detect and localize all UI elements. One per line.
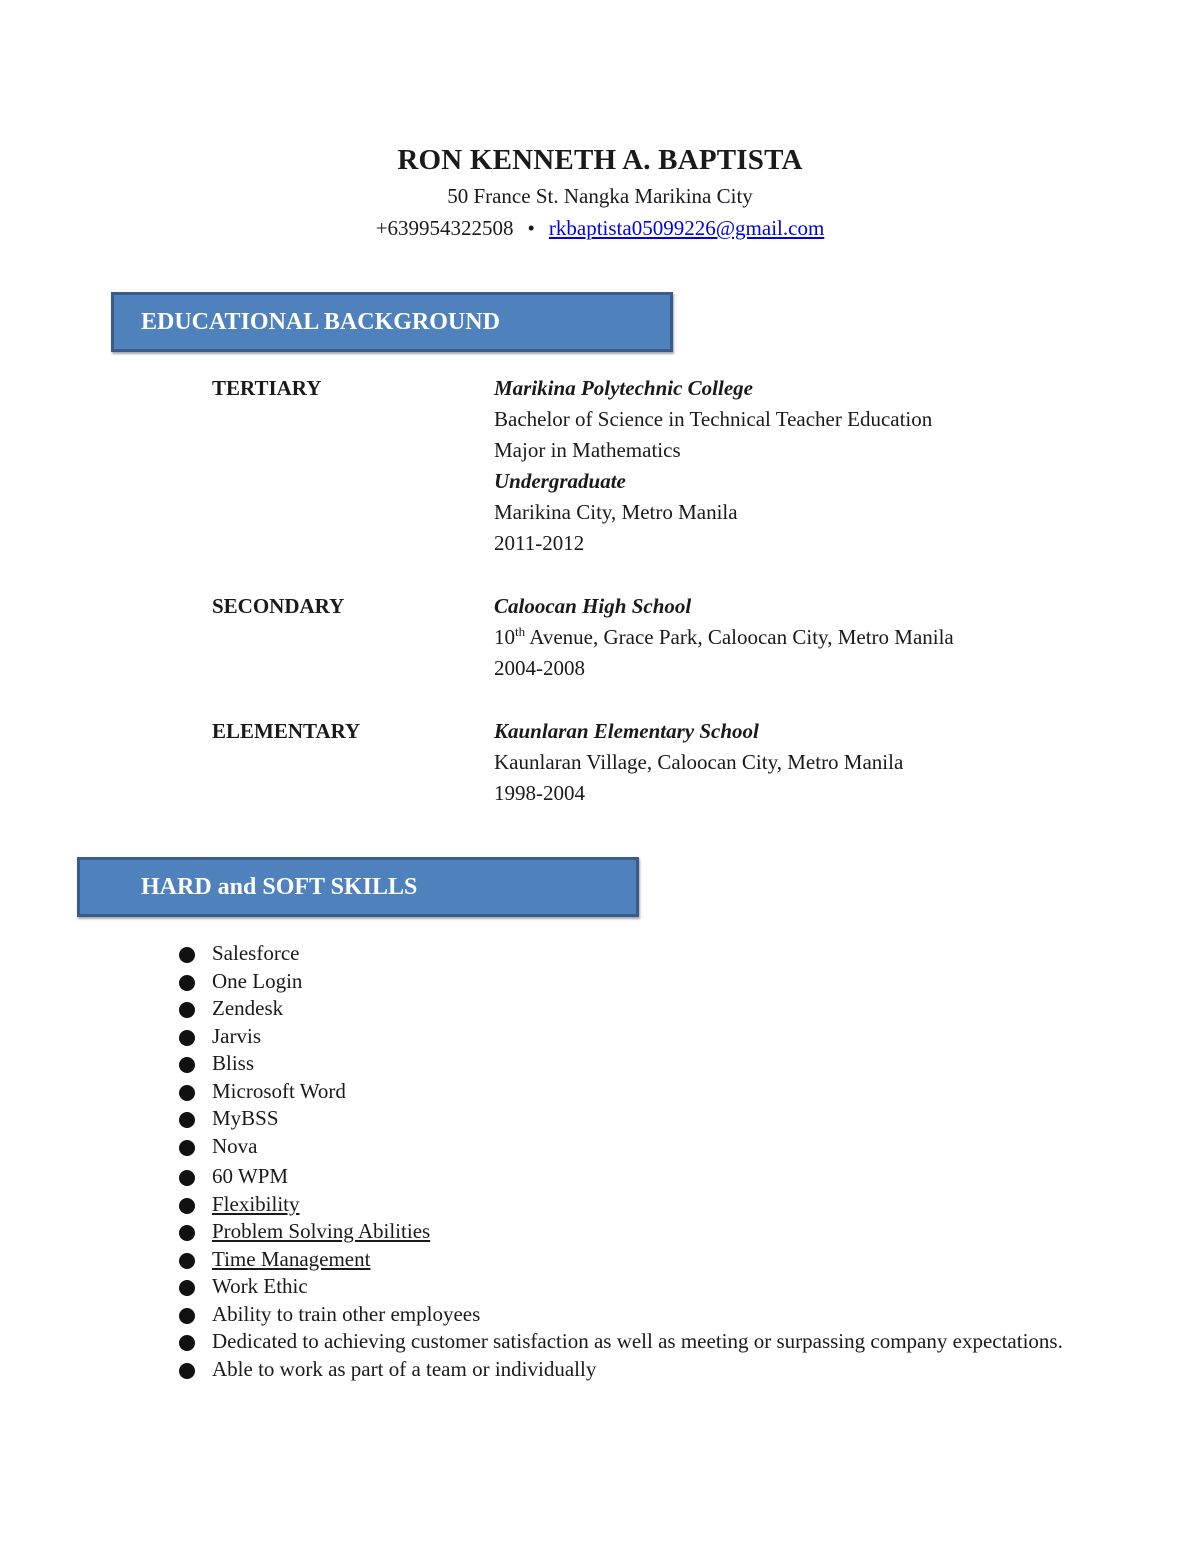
list-item (176, 1163, 1076, 1191)
school-location (494, 622, 954, 653)
bullet-icon (179, 1140, 195, 1156)
skill-text: Jarvis (212, 1023, 261, 1048)
list-item (176, 1301, 1076, 1329)
bullet-icon (179, 1170, 195, 1186)
education-level: ELEMENTARY (212, 719, 361, 743)
skill-text: Microsoft Word (212, 1078, 346, 1103)
school-location: Kaunlaran Village, Caloocan City, Metro Manila (494, 750, 904, 774)
applicant-address: 50 France St. Nangka Marikina City (447, 184, 753, 208)
list-item (176, 940, 1076, 968)
email-link[interactable]: rkbaptista05099226@gmail.com (548, 216, 825, 240)
major: Major in Mathematics (494, 438, 681, 462)
skill-text: MyBSS (212, 1106, 279, 1130)
applicant-name: RON KENNETH A. BAPTISTA (397, 144, 803, 176)
list-item (176, 968, 1076, 996)
skill-text: Able to work as part of a team or individually (212, 1356, 597, 1381)
school-years: 2004-2008 (494, 656, 585, 680)
list-item (176, 1023, 1076, 1051)
resume-header (0, 142, 1200, 244)
bullet-icon (179, 1253, 195, 1269)
bullet-icon (179, 1280, 195, 1296)
contact-separator: • (527, 216, 535, 240)
list-item (176, 1105, 1076, 1133)
education-details (494, 591, 954, 684)
bullet-icon (179, 947, 195, 963)
bullet-icon (179, 1198, 195, 1214)
list-item (176, 1356, 1076, 1384)
bullet-icon (179, 1057, 195, 1073)
education-level: TERTIARY (212, 376, 322, 400)
school-years: 2011-2012 (494, 531, 585, 555)
skill-text: Zendesk (212, 996, 284, 1020)
list-item (176, 1328, 1076, 1356)
education-section-title: EDUCATIONAL BACKGROUND (141, 308, 500, 335)
education-status: Undergraduate (494, 469, 626, 493)
bullet-icon (179, 975, 195, 991)
list-item (176, 1133, 1076, 1161)
bullet-icon (179, 1002, 195, 1018)
skill-text: Salesforce (212, 941, 300, 965)
skills-section-title: HARD and SOFT SKILLS (141, 873, 418, 900)
skill-text: One Login (212, 968, 303, 993)
skill-text: Ability to train other employees (212, 1301, 481, 1326)
bullet-icon (179, 1112, 195, 1128)
list-item (176, 1246, 1076, 1274)
degree: Bachelor of Science in Technical Teacher Education (494, 407, 933, 431)
skill-text: Dedicated to achieving customer satisfaction as well as meeting or surpassing company expectations. (212, 1329, 1063, 1353)
education-details (494, 373, 932, 559)
skill-text: Problem Solving Abilities (212, 1219, 431, 1243)
bullet-icon (179, 1308, 195, 1324)
phone-number: +639954322508 (375, 216, 514, 240)
skill-text: Nova (212, 1133, 258, 1158)
education-level: SECONDARY (212, 594, 345, 618)
address-ordinal: th (515, 624, 526, 639)
bullet-icon (179, 1030, 195, 1046)
list-item (176, 1273, 1076, 1301)
school-years: 1998-2004 (494, 781, 585, 805)
list-item (176, 1191, 1076, 1219)
skills-list (176, 940, 1076, 1383)
contact-line (0, 212, 1200, 244)
list-item (176, 1050, 1076, 1078)
skill-text: Time Management (212, 1246, 371, 1271)
school-location: Marikina City, Metro Manila (494, 500, 738, 524)
address-rest: Avenue, Grace Park, Caloocan City, Metro Manila (525, 625, 954, 649)
school-name: Caloocan High School (494, 594, 692, 618)
skill-text: Work Ethic (212, 1274, 308, 1298)
skill-text: Flexibility (212, 1191, 300, 1216)
skills-section-header (77, 857, 639, 917)
bullet-icon (179, 1363, 195, 1379)
skill-text: 60 WPM (212, 1164, 289, 1188)
bullet-icon (179, 1225, 195, 1241)
bullet-icon (179, 1085, 195, 1101)
list-item (176, 995, 1076, 1023)
bullet-icon (179, 1335, 195, 1351)
school-name: Kaunlaran Elementary School (494, 719, 759, 743)
list-item (176, 1218, 1076, 1246)
school-name: Marikina Polytechnic College (494, 376, 753, 400)
education-section-header (111, 292, 673, 352)
education-details (494, 716, 903, 809)
skill-text: Bliss (212, 1051, 255, 1075)
address-number: 10 (494, 625, 515, 649)
list-item (176, 1078, 1076, 1106)
